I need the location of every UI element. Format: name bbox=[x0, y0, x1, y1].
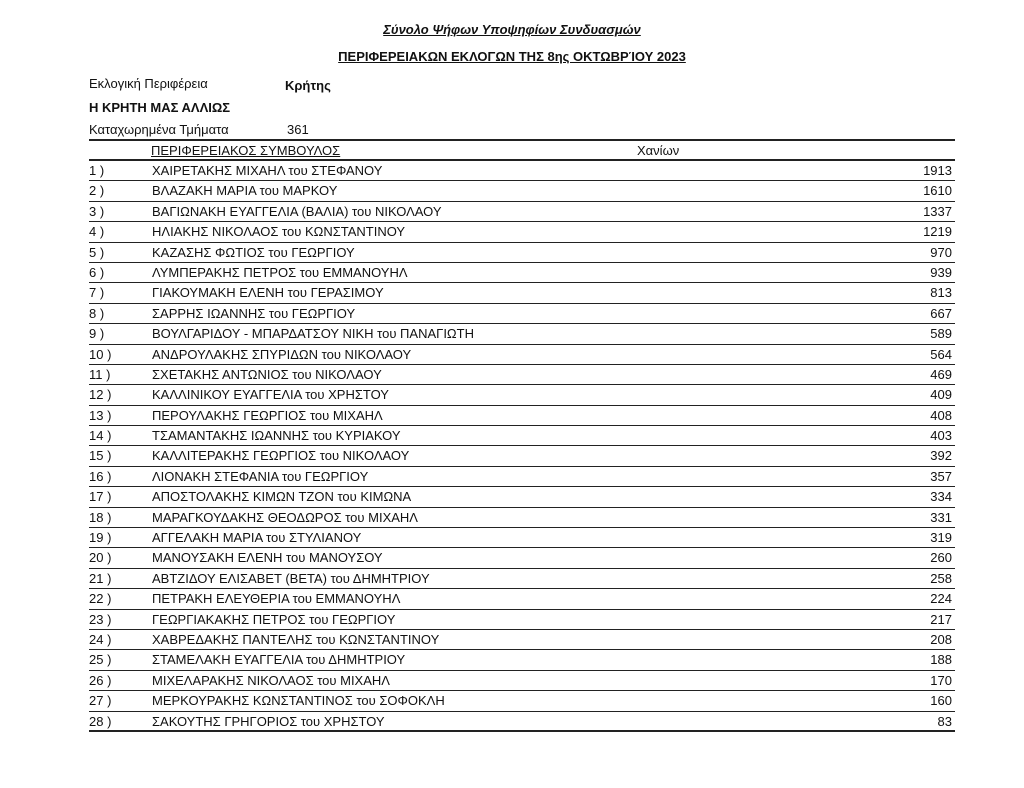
table-row bbox=[89, 345, 955, 365]
sections-value: 361 bbox=[287, 122, 309, 137]
row-candidate-name: ΗΛΙΑΚΗΣ ΝΙΚΟΛΑΟΣ του ΚΩΝΣΤΑΝΤΙΝΟΥ bbox=[152, 224, 406, 240]
row-candidate-name: ΧΑΙΡΕΤΑΚΗΣ ΜΙΧΑΗΛ του ΣΤΕΦΑΝΟΥ bbox=[152, 163, 383, 178]
table-row bbox=[89, 610, 955, 630]
row-candidate-name: ΑΠΟΣΤΟΛΑΚΗΣ ΚΙΜΩΝ ΤΖΟΝ του ΚΙΜΩΝΑ bbox=[152, 489, 412, 505]
table-row bbox=[89, 406, 955, 426]
row-votes: 208 bbox=[930, 631, 952, 647]
row-candidate-name: ΑΝΔΡΟΥΛΑΚΗΣ ΣΠΥΡΙΔΩΝ του ΝΙΚΟΛΑΟΥ bbox=[152, 346, 412, 362]
row-rank: 22 ) bbox=[89, 591, 112, 607]
row-votes: 970 bbox=[930, 244, 952, 260]
row-votes: 403 bbox=[930, 428, 952, 444]
table-row bbox=[89, 181, 955, 201]
row-votes: 589 bbox=[930, 326, 952, 342]
table-row bbox=[89, 202, 955, 222]
row-rank: 11 ) bbox=[89, 366, 111, 382]
row-candidate-name: ΚΑΛΛΙΤΕΡΑΚΗΣ ΓΕΩΡΓΙΟΣ του ΝΙΚΟΛΑΟΥ bbox=[152, 448, 410, 464]
row-rank: 5 ) bbox=[89, 244, 105, 260]
row-rank: 18 ) bbox=[89, 509, 112, 525]
table-row bbox=[89, 712, 955, 732]
column-header-district: Χανίων bbox=[637, 143, 680, 158]
row-rank: 4 ) bbox=[89, 224, 105, 240]
row-candidate-name: ΠΕΤΡΑΚΗ ΕΛΕΥΘΕΡΙΑ του ΕΜΜΑΝΟΥΗΛ bbox=[152, 591, 401, 607]
row-candidate-name: ΒΑΓΙΩΝΑΚΗ ΕΥΑΓΓΕΛΙΑ (ΒΑΛΙΑ) του ΝΙΚΟΛΑΟΥ bbox=[152, 203, 442, 219]
row-votes: 939 bbox=[930, 264, 952, 280]
table-top-rule bbox=[89, 139, 955, 141]
row-rank: 3 ) bbox=[89, 203, 105, 219]
row-rank: 25 ) bbox=[89, 652, 112, 668]
row-candidate-name: ΛΙΟΝΑΚΗ ΣΤΕΦΑΝΙΑ του ΓΕΩΡΓΙΟΥ bbox=[152, 468, 369, 484]
table-row bbox=[89, 365, 955, 385]
row-candidate-name: ΜΕΡΚΟΥΡΑΚΗΣ ΚΩΝΣΤΑΝΤΙΝΟΣ του ΣΟΦΟΚΛΗ bbox=[152, 693, 445, 709]
row-votes: 188 bbox=[930, 652, 952, 668]
row-candidate-name: ΒΛΑΖΑΚΗ ΜΑΡΙΑ του ΜΑΡΚΟΥ bbox=[152, 183, 338, 199]
row-candidate-name: ΓΙΑΚΟΥΜΑΚΗ ΕΛΕΝΗ του ΓΕΡΑΣΙΜΟΥ bbox=[152, 285, 384, 301]
row-candidate-name: ΑΒΤΖΙΔΟΥ ΕΛΙΣΑΒΕΤ (ΒΕΤΑ) του ΔΗΜΗΤΡΙΟΥ bbox=[152, 570, 430, 586]
row-votes: 392 bbox=[930, 448, 952, 464]
row-rank: 7 ) bbox=[89, 285, 105, 301]
table-row bbox=[89, 548, 955, 568]
document-title: Σύνολο Ψήφων Υποψηφίων Συνδυασμών bbox=[383, 22, 641, 37]
candidate-table bbox=[89, 161, 955, 732]
row-candidate-name: ΣΧΕΤΑΚΗΣ ΑΝΤΩΝΙΟΣ του ΝΙΚΟΛΑΟΥ bbox=[152, 366, 382, 382]
table-row bbox=[89, 161, 955, 181]
region-value: Κρήτης bbox=[285, 78, 331, 93]
row-votes: 319 bbox=[930, 530, 952, 546]
row-rank: 2 ) bbox=[89, 183, 105, 199]
row-rank: 24 ) bbox=[89, 631, 112, 647]
row-votes: 258 bbox=[930, 570, 952, 586]
document-subtitle: ΠΕΡΙΦΕΡΕΙΑΚΩΝ ΕΚΛΟΓΩΝ ΤΗΣ 8ης ΟΚΤΩΒΡΊΟΥ 2023 bbox=[338, 49, 686, 64]
table-row bbox=[89, 243, 955, 263]
row-votes: 1610 bbox=[923, 183, 952, 199]
row-rank: 13 ) bbox=[89, 407, 112, 423]
row-votes: 1337 bbox=[923, 203, 952, 219]
column-header-candidate: ΠΕΡΙΦΕΡΕΙΑΚΟΣ ΣΥΜΒΟΥΛΟΣ bbox=[151, 143, 341, 158]
row-rank: 21 ) bbox=[89, 570, 112, 586]
row-votes: 1913 bbox=[923, 163, 952, 178]
row-votes: 469 bbox=[930, 366, 952, 382]
row-rank: 1 ) bbox=[89, 163, 105, 178]
row-votes: 331 bbox=[930, 509, 952, 525]
row-votes: 357 bbox=[930, 468, 952, 484]
row-candidate-name: ΜΑΝΟΥΣΑΚΗ ΕΛΕΝΗ του ΜΑΝΟΥΣΟΥ bbox=[152, 550, 383, 566]
row-rank: 28 ) bbox=[89, 713, 112, 729]
region-label: Εκλογική Περιφέρεια bbox=[89, 76, 208, 91]
table-row bbox=[89, 487, 955, 507]
row-rank: 9 ) bbox=[89, 326, 105, 342]
row-votes: 260 bbox=[930, 550, 952, 566]
row-rank: 17 ) bbox=[89, 489, 112, 505]
row-rank: 16 ) bbox=[89, 468, 112, 484]
row-votes: 408 bbox=[930, 407, 952, 423]
row-votes: 83 bbox=[937, 713, 952, 729]
row-rank: 20 ) bbox=[89, 550, 112, 566]
table-row bbox=[89, 589, 955, 609]
row-rank: 12 ) bbox=[89, 387, 112, 403]
table-row bbox=[89, 446, 955, 466]
table-row bbox=[89, 630, 955, 650]
row-rank: 14 ) bbox=[89, 428, 112, 444]
table-row bbox=[89, 569, 955, 589]
row-rank: 10 ) bbox=[89, 346, 112, 362]
row-rank: 15 ) bbox=[89, 448, 112, 464]
row-rank: 8 ) bbox=[89, 305, 105, 321]
table-row bbox=[89, 508, 955, 528]
table-row bbox=[89, 222, 955, 242]
row-rank: 6 ) bbox=[89, 264, 105, 280]
table-row bbox=[89, 528, 955, 548]
row-votes: 160 bbox=[930, 693, 952, 709]
row-rank: 19 ) bbox=[89, 530, 112, 546]
sections-label: Καταχωρημένα Τμήματα bbox=[89, 122, 229, 137]
row-candidate-name: ΣΑΚΟΥΤΗΣ ΓΡΗΓΟΡΙΟΣ του ΧΡΗΣΤΟΥ bbox=[152, 713, 385, 729]
table-row bbox=[89, 467, 955, 487]
row-rank: 23 ) bbox=[89, 611, 112, 627]
row-rank: 26 ) bbox=[89, 672, 112, 688]
row-votes: 564 bbox=[930, 346, 952, 362]
table-row bbox=[89, 691, 955, 711]
row-votes: 170 bbox=[930, 672, 952, 688]
row-candidate-name: ΣΤΑΜΕΛΑΚΗ ΕΥΑΓΓΕΛΙΑ του ΔΗΜΗΤΡΙΟΥ bbox=[152, 652, 406, 668]
row-candidate-name: ΤΣΑΜΑΝΤΑΚΗΣ ΙΩΑΝΝΗΣ του ΚΥΡΙΑΚΟΥ bbox=[152, 428, 401, 444]
table-row bbox=[89, 304, 955, 324]
row-candidate-name: ΛΥΜΠΕΡΑΚΗΣ ΠΕΤΡΟΣ του ΕΜΜΑΝΟΥΗΛ bbox=[152, 264, 408, 280]
row-candidate-name: ΒΟΥΛΓΑΡΙΔΟΥ - ΜΠΑΡΔΑΤΣΟΥ ΝΙΚΗ του ΠΑΝΑΓΙΩΤΗ bbox=[152, 326, 474, 342]
row-candidate-name: ΧΑΒΡΕΔΑΚΗΣ ΠΑΝΤΕΛΗΣ του ΚΩΝΣΤΑΝΤΙΝΟΥ bbox=[152, 631, 440, 647]
row-votes: 667 bbox=[930, 305, 952, 321]
row-candidate-name: ΣΑΡΡΗΣ ΙΩΑΝΝΗΣ του ΓΕΩΡΓΙΟΥ bbox=[152, 305, 356, 321]
row-candidate-name: ΠΕΡΟΥΛΑΚΗΣ ΓΕΩΡΓΙΟΣ του ΜΙΧΑΗΛ bbox=[152, 407, 383, 423]
row-rank: 27 ) bbox=[89, 693, 112, 709]
row-candidate-name: ΓΕΩΡΓΙΑΚΑΚΗΣ ΠΕΤΡΟΣ του ΓΕΩΡΓΙΟΥ bbox=[152, 611, 396, 627]
table-row bbox=[89, 650, 955, 670]
row-votes: 334 bbox=[930, 489, 952, 505]
row-candidate-name: ΑΓΓΕΛΑΚΗ ΜΑΡΙΑ του ΣΤΥΛΙΑΝΟΥ bbox=[152, 530, 362, 546]
row-candidate-name: ΚΑΛΛΙΝΙΚΟΥ ΕΥΑΓΓΕΛΙΑ του ΧΡΗΣΤΟΥ bbox=[152, 387, 389, 403]
row-votes: 409 bbox=[930, 387, 952, 403]
row-votes: 813 bbox=[930, 285, 952, 301]
row-votes: 224 bbox=[930, 591, 952, 607]
row-votes: 1219 bbox=[923, 224, 952, 240]
row-votes: 217 bbox=[930, 611, 952, 627]
table-row bbox=[89, 263, 955, 283]
row-candidate-name: ΜΙΧΕΛΑΡΑΚΗΣ ΝΙΚΟΛΑΟΣ του ΜΙΧΑΗΛ bbox=[152, 672, 390, 688]
row-candidate-name: ΜΑΡΑΓΚΟΥΔΑΚΗΣ ΘΕΟΔΩΡΟΣ του ΜΙΧΑΗΛ bbox=[152, 509, 418, 525]
table-row bbox=[89, 283, 955, 303]
table-row bbox=[89, 385, 955, 405]
table-row bbox=[89, 671, 955, 691]
party-name: Η ΚΡΗΤΗ ΜΑΣ ΑΛΛΙΩΣ bbox=[89, 100, 231, 115]
table-row bbox=[89, 324, 955, 344]
table-row bbox=[89, 426, 955, 446]
row-candidate-name: ΚΑΖΑΣΗΣ ΦΩΤΙΟΣ του ΓΕΩΡΓΙΟΥ bbox=[152, 244, 355, 260]
